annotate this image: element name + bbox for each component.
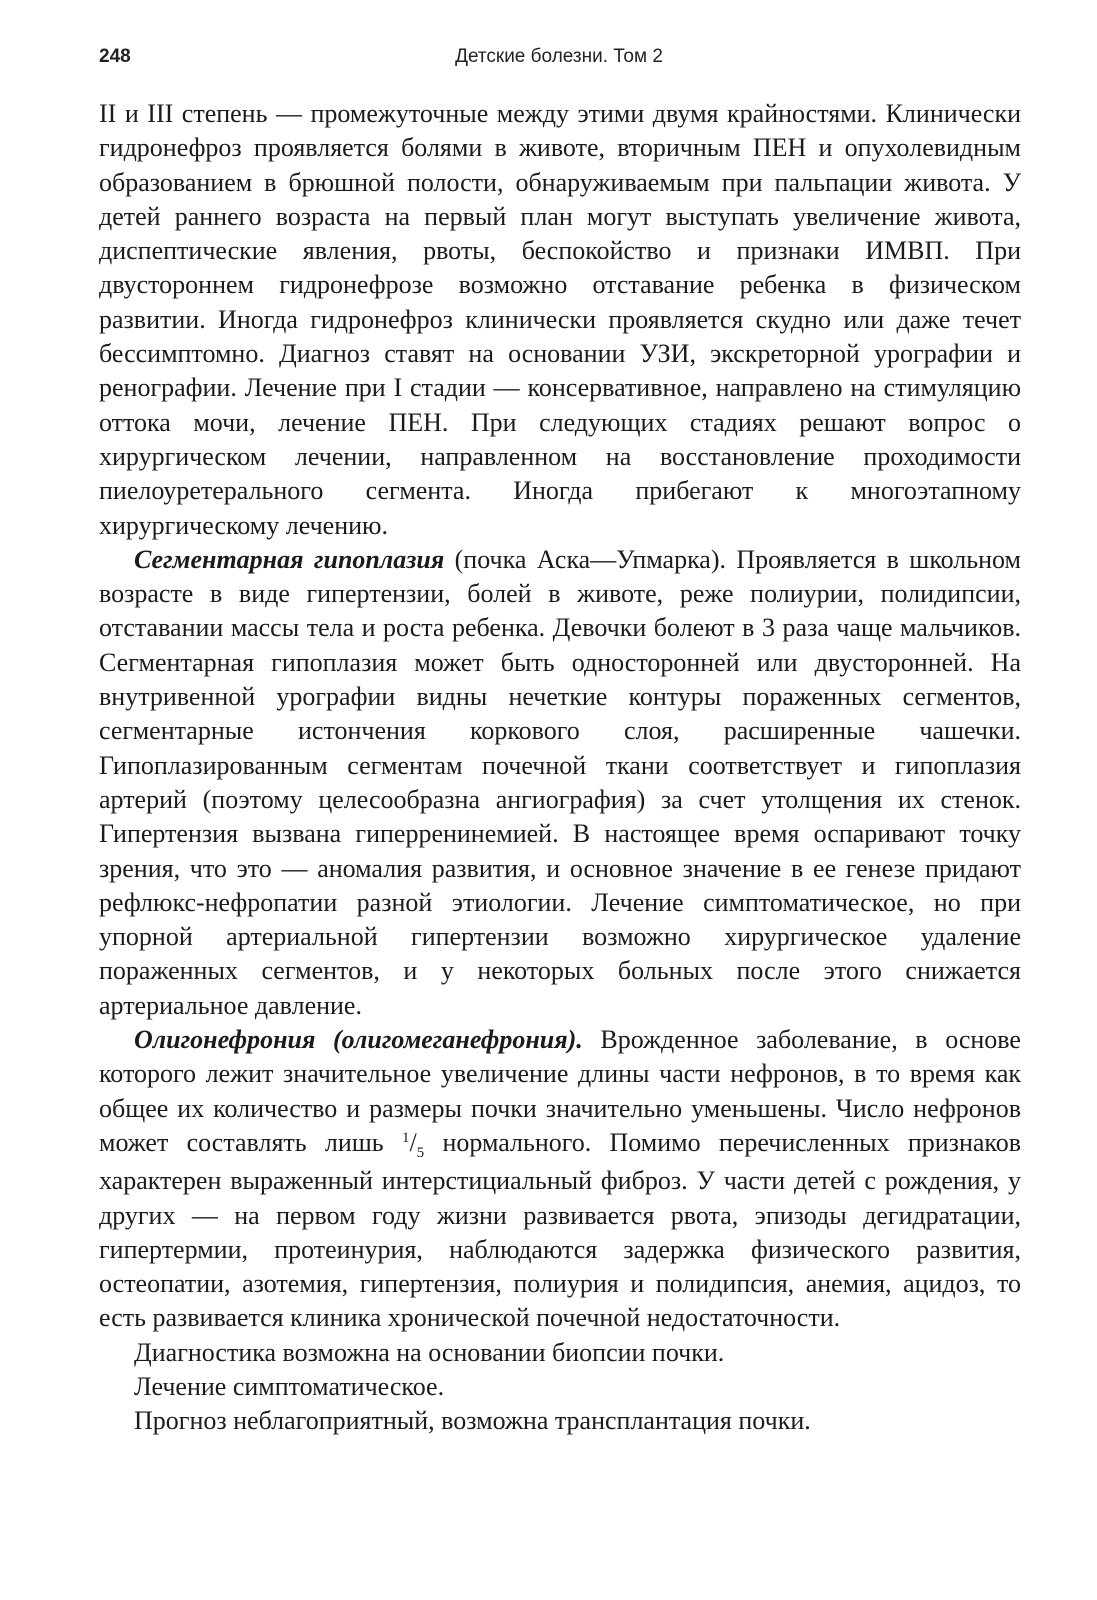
- paragraph-text: Врожденное заболевание, в основе которого лежит значительное увеличение длины части нефронов, в то время как общее их количество и размеры почки значительно уменьшены. Число нефронов может составлять лишь: [99, 1025, 1021, 1157]
- paragraph-diagnostics: Диагностика возможна на основании биопсии почки.: [134, 1337, 725, 1367]
- term-oligonephronia: Олигонефрония (олигомеганефрония).: [134, 1025, 583, 1055]
- fraction-slash: /: [409, 1127, 417, 1157]
- paragraph-oligonephronia: [99, 1023, 1021, 1336]
- paragraph-prognosis: Прогноз неблагоприятный, возможна трансплантация почки.: [134, 1406, 811, 1436]
- term-segmental-hypoplasia: Сегментарная гипоплазия: [134, 544, 445, 574]
- paragraph-text: (почка Аска—Упмарка). Проявляется в школьном возрасте в виде гипертензии, болей в животе, реже полиурии, полидипсии, отставании массы тела и роста ребенка. Девочки болеют в 3 раза чаще мальчиков. Сегментарная гипоплазия может быть односторонней или двусторонней. На внутривенной урографии видны нечеткие контуры пораженных сегментов, сегментарные истончения коркового слоя, расширенные чашечки. Гипоплазированным сегментам почечной ткани соответствует и гипоплазия артерий (поэтому целесообразна ангиография) за счет утолщения их стенок. Гипертензия вызвана гиперренинемией. В настоящее время оспаривают точку зрения, что это — аномалия развития, и основное значение в ее генезе придают рефлюкс-нефропатии разной этиологии. Лечение симптоматическое, но при упорной артериальной гипертензии возможно хирургическое удаление пораженных сегментов, и у некоторых больных после этого снижается артериальное давление.: [99, 544, 1021, 1020]
- page-number: 248: [99, 46, 131, 67]
- fraction-numerator: 1: [401, 1129, 410, 1146]
- fraction-one-fifth: [401, 1127, 425, 1161]
- paragraph-segmental-hypoplasia: [99, 543, 1021, 1023]
- paragraph-text: нормального. Помимо перечисленных признаков характерен выраженный интерстициальный фиброз. У части детей с рождения, у других — на первом году жизни развивается рвота, эпизоды дегидратации, гипертермии, протеинурия, наблюдаются задержка физического развития, остеопатии, азотемия, гипертензия, полиурия и полидипсия, анемия, ацидоз, то есть развивается клиника хронической почечной недостаточности.: [99, 1127, 1021, 1333]
- paragraph-hydronephrosis: II и III степень — промежуточные между этими двумя крайностями. Клинически гидронефроз проявляется болями в животе, вторичным ПЕН и опухолевидным образованием в брюшной полости, обнаруживаемым при пальпации живота. У детей раннего возраста на первый план могут выступать увеличение живота, диспептические явления, рвоты, беспокойство и признаки ИМВП. При двустороннем гидронефрозе возможно отставание ребенка в физическом развитии. Иногда гидронефроз клинически проявляется скудно или даже течет бессимптомно. Диагноз ставят на основании УЗИ, экскреторной урографии и ренографии. Лечение при I стадии — консервативное, направлено на стимуляцию оттока мочи, лечение ПЕН. При следующих стадиях решают вопрос о хирургическом лечении, направленном на восстановление проходимости пиелоуретерального сегмента. Иногда прибегают к многоэтапному хирургическому лечению.: [99, 99, 1021, 540]
- page-header: [99, 46, 1019, 76]
- fraction-denominator: 5: [416, 1144, 425, 1161]
- paragraph-treatment: Лечение симптоматическое.: [134, 1371, 445, 1401]
- body-text: [99, 97, 1021, 1439]
- running-title: Детские болезни. Том 2: [455, 46, 663, 67]
